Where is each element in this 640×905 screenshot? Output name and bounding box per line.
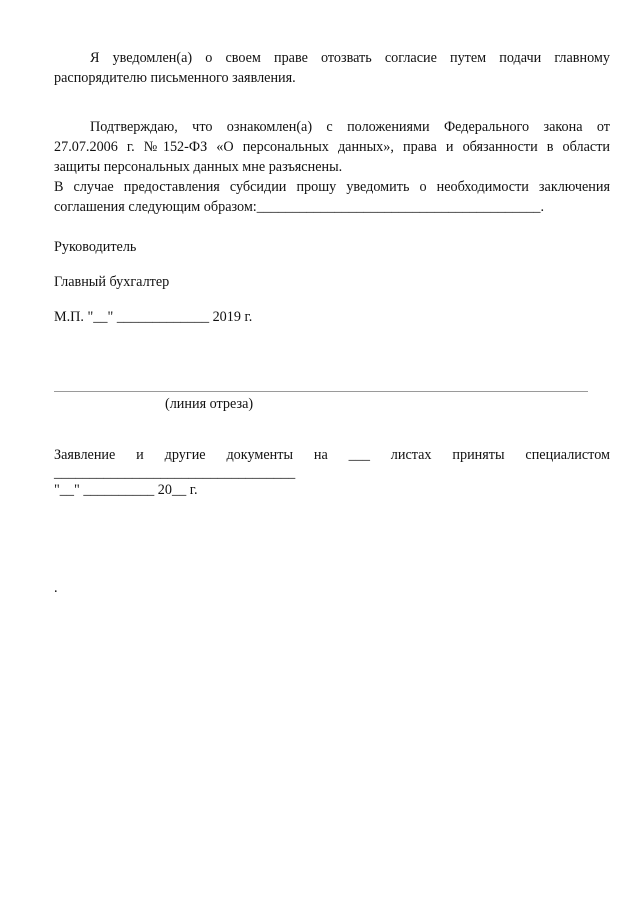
receipt-section [54, 445, 610, 465]
stamp-date-line: М.П. "__" _____________ 2019 г. [54, 309, 253, 325]
subsidy-request-line-1: В случае предоставления субсидии прошу уведомить о необходимости заключения [54, 179, 610, 195]
cut-line [54, 391, 588, 392]
consent-notice-line-1: Я уведомлен(а) о своем праве отозвать согласие путем подачи главному [90, 50, 610, 66]
footer-mark: . [54, 580, 58, 596]
confirmation-line-3: защиты персональных данных мне разъяснены. [54, 159, 343, 175]
receipt-specialist-line: __________________________________ [54, 465, 296, 481]
confirmation-line-1: Подтверждаю, что ознакомлен(а) с положениями Федерального закона от [90, 119, 610, 135]
confirmation-paragraph [54, 117, 610, 217]
subsidy-request-line-2: соглашения следующим образом:________________________________________. [54, 199, 545, 215]
cut-line-label: (линия отреза) [165, 396, 254, 412]
consent-notice [54, 48, 610, 88]
confirmation-line-2: 27.07.2006 г. №152-ФЗ «О персональных данных», права и обязанности в области [54, 139, 610, 155]
receipt-line-1: Заявление и другие документы на ___ листах приняты специалистом [54, 447, 610, 463]
chief-accountant-signature-label: Главный бухгалтер [54, 274, 170, 290]
head-signature-label: Руководитель [54, 239, 137, 255]
receipt-date-line: "__" __________ 20__ г. [54, 482, 198, 498]
consent-notice-line-2: распорядителю письменного заявления. [54, 70, 296, 86]
